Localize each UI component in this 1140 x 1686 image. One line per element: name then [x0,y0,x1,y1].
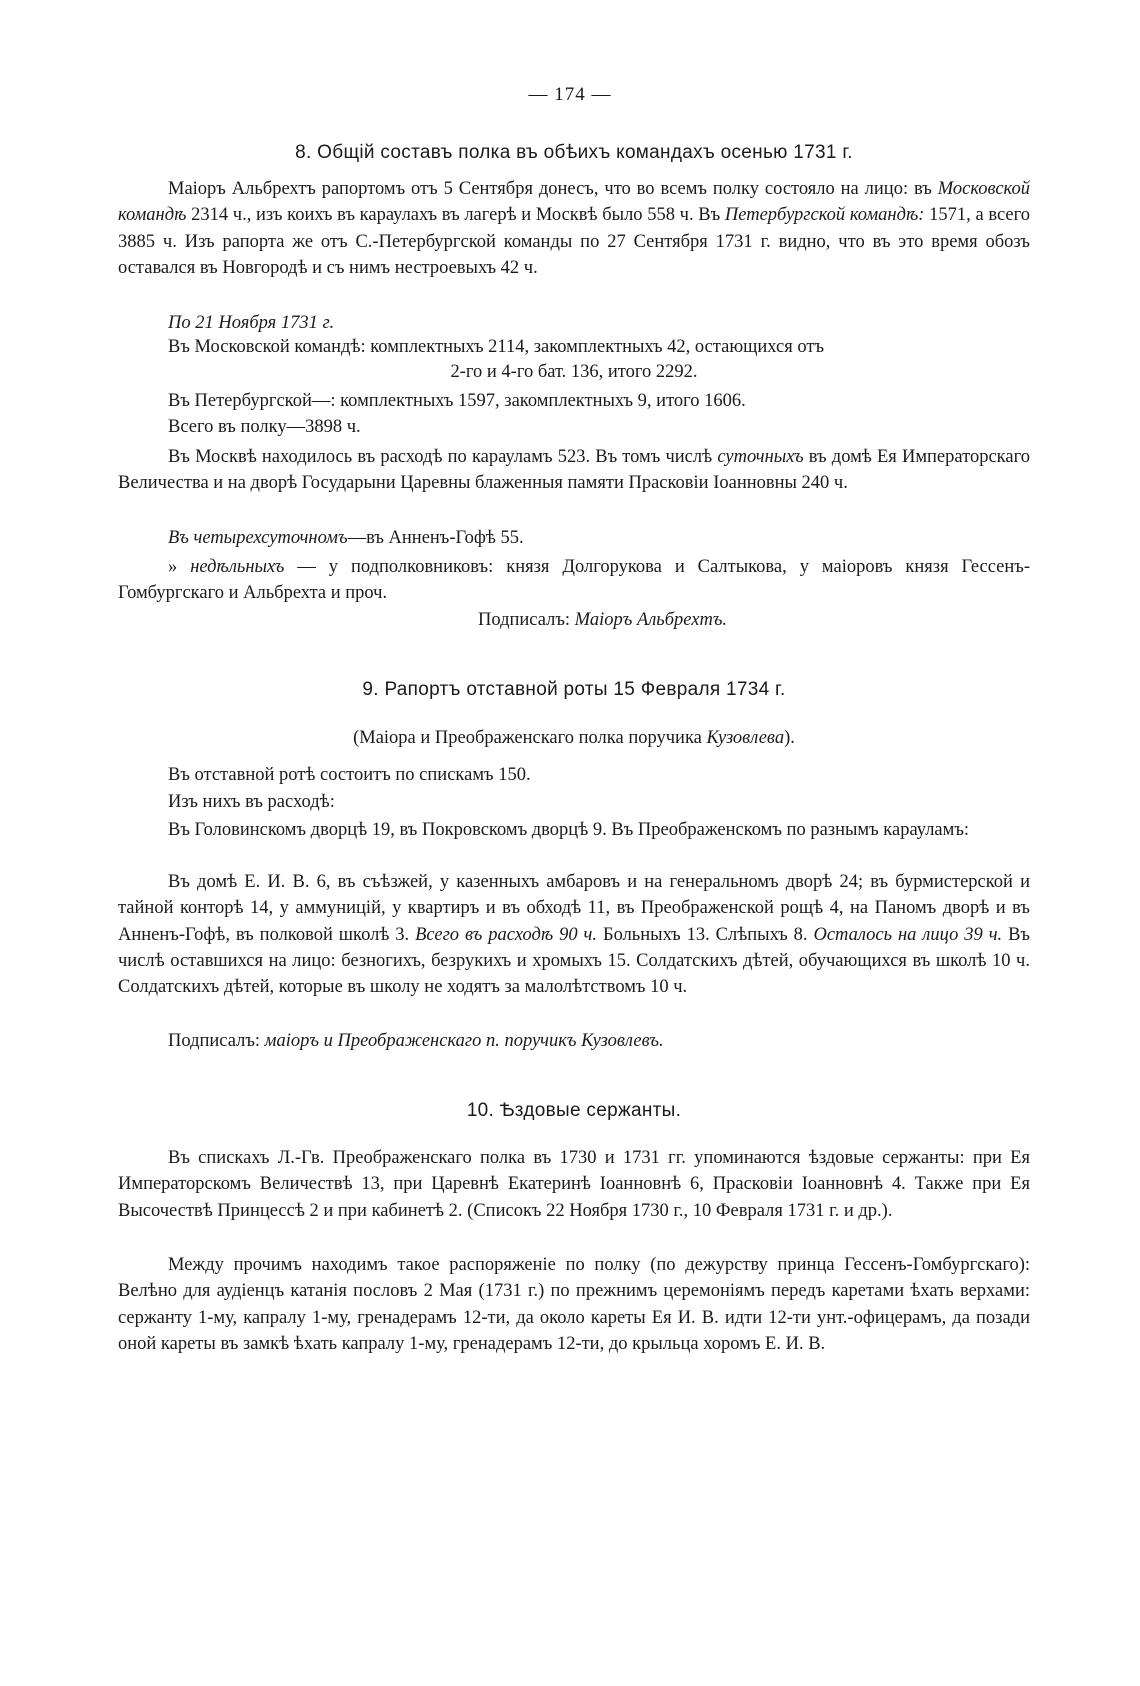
moscow-line-2: 2-го и 4-го бат. 136, итого 2292. [450,362,698,382]
section-9-paragraph-2: Изъ нихъ въ расходѣ: [168,792,335,812]
section-10-heading: 10. Ѣздовые сержанты. [466,1100,682,1121]
text: Маіоръ Альбрехтъ рапортомъ отъ 5 Сентября донесъ, что во всемъ полку состояло на лицо: въ [168,179,938,199]
section-8-heading: 8. Общій составъ полка въ обѣихъ командахъ осенью 1731 г. [295,142,853,163]
peterburg-line: Въ Петербургской—: комплектныхъ 1597, закомплектныхъ 9, итого 1606. [168,391,746,411]
total-line: Всего въ полку—3898 ч. [168,417,361,437]
section-8-paragraph-4 [118,554,1030,607]
section-9-paragraph-4 [118,869,1030,1000]
text: —въ Анненъ-Гофѣ 55. [347,528,524,548]
italic-text: Петербургской командѣ: [724,205,925,226]
italic-text: Въ четырехсуточномъ [168,528,348,548]
section-8-date: По 21 Ноября 1731 г. [168,313,335,333]
text: Подписалъ: [168,1031,265,1051]
moscow-line: Въ Московской командѣ: комплектныхъ 2114, закомплектныхъ 42, остающихся отъ [168,337,825,357]
section-9-heading: 9. Рапортъ отставной роты 15 Февраля 1734 г. [362,679,786,700]
section-8-paragraph-3 [118,525,1030,551]
section-9-paragraph-1: Въ отставной ротѣ состоитъ по спискамъ 150. [168,765,531,785]
section-9-signature [118,1028,1030,1054]
text: Въ домѣ Е. И. В. 6, въ съѣзжей, у казенныхъ амбаровъ и на генеральномъ дворѣ 24; въ бурмистерской и тайной конторѣ 14, у аммуницій, у квартиръ и въ обходѣ 11, въ Преображенской рощѣ 4, на Паномъ дворѣ и въ Анненъ-Гофѣ, въ полковой школѣ 3. [118,872,1030,945]
italic-text: Осталось на лицо 39 ч. [813,924,1003,945]
italic-text: недѣльныхъ [190,557,285,577]
section-10-paragraph-2: Между прочимъ находимъ такое распоряженіе по полку (по дежурству принца Гессенъ-Гомбургскаго): Велѣно для аудіенцъ катанія пословъ 2 Мая (1731 г.) по прежнимъ церемоніямъ передъ каретами ѣхать верхами: сержанту 1-му, капралу 1-му, гренадерамъ 12-ти, да около кареты Ея И. В. идти 12-ти унт.-офицерамъ, да позади оной кареты въ замкѣ ѣхать капралу 1-му, гренадерамъ 12-ти, до крыльца хоромъ Е. И. В. [118,1255,1030,1354]
italic-text: маіоръ и Преображенскаго п. поручикъ Кузовлевъ. [264,1031,664,1051]
italic-text: Кузовлева [706,728,785,748]
italic-text: суточныхъ [717,447,804,467]
text: — у подполковниковъ: князя Долгорукова и Салтыкова, у маіоровъ князя Гессенъ-Гомбургскаго и Альбрехта и проч. [118,557,1031,604]
italic-text: Всего въ расходѣ 90 ч. [415,924,598,945]
text: въ домѣ Ея Императорскаго Величества и на дворѣ Государыни Царевны блаженныя памяти Прасковіи Іоанновны 240 ч. [118,447,1030,494]
section-9-subtitle [118,725,1030,751]
italic-text: Московской командѣ [118,179,1030,226]
section-10-paragraph-1: Въ спискахъ Л.-Гв. Преображенскаго полка въ 1730 и 1731 гг. упоминаются ѣздовые сержанты: при Ея Императорскомъ Величествѣ 13, при Царевнѣ Екатеринѣ Іоанновнѣ 6, Прасковіи Іоанновнѣ 4. Также при Ея Высочествѣ Принцессѣ 2 и при кабинетѣ 2. (Списокъ 22 Ноября 1730 г., 10 Февраля 1731 г. и др.). [118,1148,1030,1221]
page-number: — 174 — [528,84,612,105]
text: (Маіора и Преображенскаго полка поручика [353,728,707,748]
text: Подписалъ: [478,610,575,630]
text: Въ числѣ оставшихся на лицо: безногихъ, безрукихъ и хромыхъ 15. Солдатскихъ дѣтей, обучающихся въ школѣ 10 ч. Солдатскихъ дѣтей, которые въ школу не ходятъ за малолѣтствомъ 10 ч. [118,924,1030,998]
text: Больныхъ 13. Слѣпыхъ 8. [597,924,814,945]
text: 1571, а всего 3885 ч. Изъ рапорта же отъ С.-Петербургской команды по 27 Сентября 1731 г. видно, что въ это время обозъ оставался въ Новгородѣ и съ нимъ нестроевыхъ 42 ч. [118,205,1030,278]
section-8-paragraph-1 [118,176,1030,281]
section-9-paragraph-3: Въ Головинскомъ дворцѣ 19, въ Покровскомъ дворцѣ 9. Въ Преображенскомъ по разнымъ карауламъ: [168,820,970,840]
text: » [168,557,191,577]
italic-text: Маіоръ Альбрехтъ. [574,610,728,630]
text: ). [784,728,795,748]
text: 2314 ч., изъ коихъ въ караулахъ въ лагерѣ и Москвѣ было 558 ч. Въ [186,205,725,226]
section-8-signature [478,607,1038,633]
section-8-paragraph-2 [118,444,1030,497]
text: Въ Москвѣ находилось въ расходѣ по карауламъ 523. Въ томъ числѣ [168,447,718,467]
